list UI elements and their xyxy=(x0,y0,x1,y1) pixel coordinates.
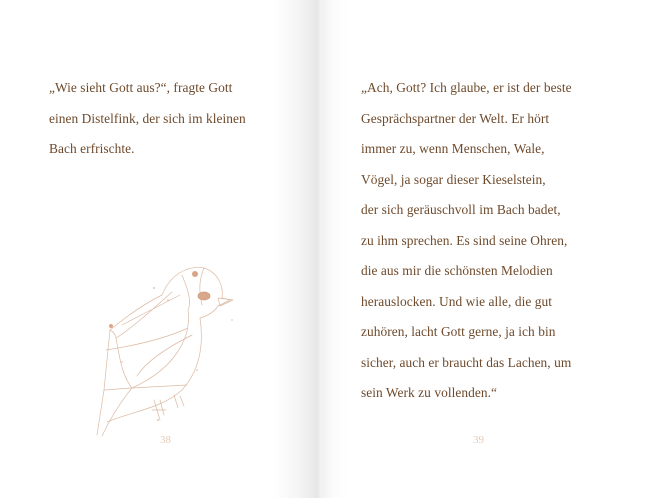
right-page-text xyxy=(361,77,572,413)
text-line: die aus mir die schönsten Melodien xyxy=(361,263,553,278)
text-line: sicher, auch er braucht das Lachen, um xyxy=(361,354,572,370)
text-line: zuhören, lacht Gott gerne, ja ich bin xyxy=(361,324,556,339)
text-line: immer zu, wenn Menschen, Wale, xyxy=(361,141,545,156)
text-line: Gesprächspartner der Welt. Er hört xyxy=(361,110,550,126)
goldfinch-illustration xyxy=(92,250,252,440)
page-number-right: 39 xyxy=(473,434,484,446)
text-line: der sich geräuschvoll im Bach badet, xyxy=(361,202,561,217)
text-line: herauslocken. Und wie alle, die gut xyxy=(361,293,553,309)
text-line: „Ach, Gott? Ich glaube, er ist der beste xyxy=(361,80,572,95)
text-line: einen Distelfink, der sich im kleinen xyxy=(49,110,246,126)
page-number-left: 38 xyxy=(160,434,171,446)
left-page xyxy=(0,0,318,498)
text-line: „Wie sieht Gott aus?“, fragte Gott xyxy=(49,80,233,95)
left-page-text xyxy=(49,77,246,169)
text-line: zu ihm sprechen. Es sind seine Ohren, xyxy=(361,232,568,248)
text-line: sein Werk zu vollenden.“ xyxy=(361,385,497,400)
text-line: Bach erfrischte. xyxy=(49,141,135,156)
text-line: Vögel, ja sogar dieser Kieselstein, xyxy=(361,171,546,187)
